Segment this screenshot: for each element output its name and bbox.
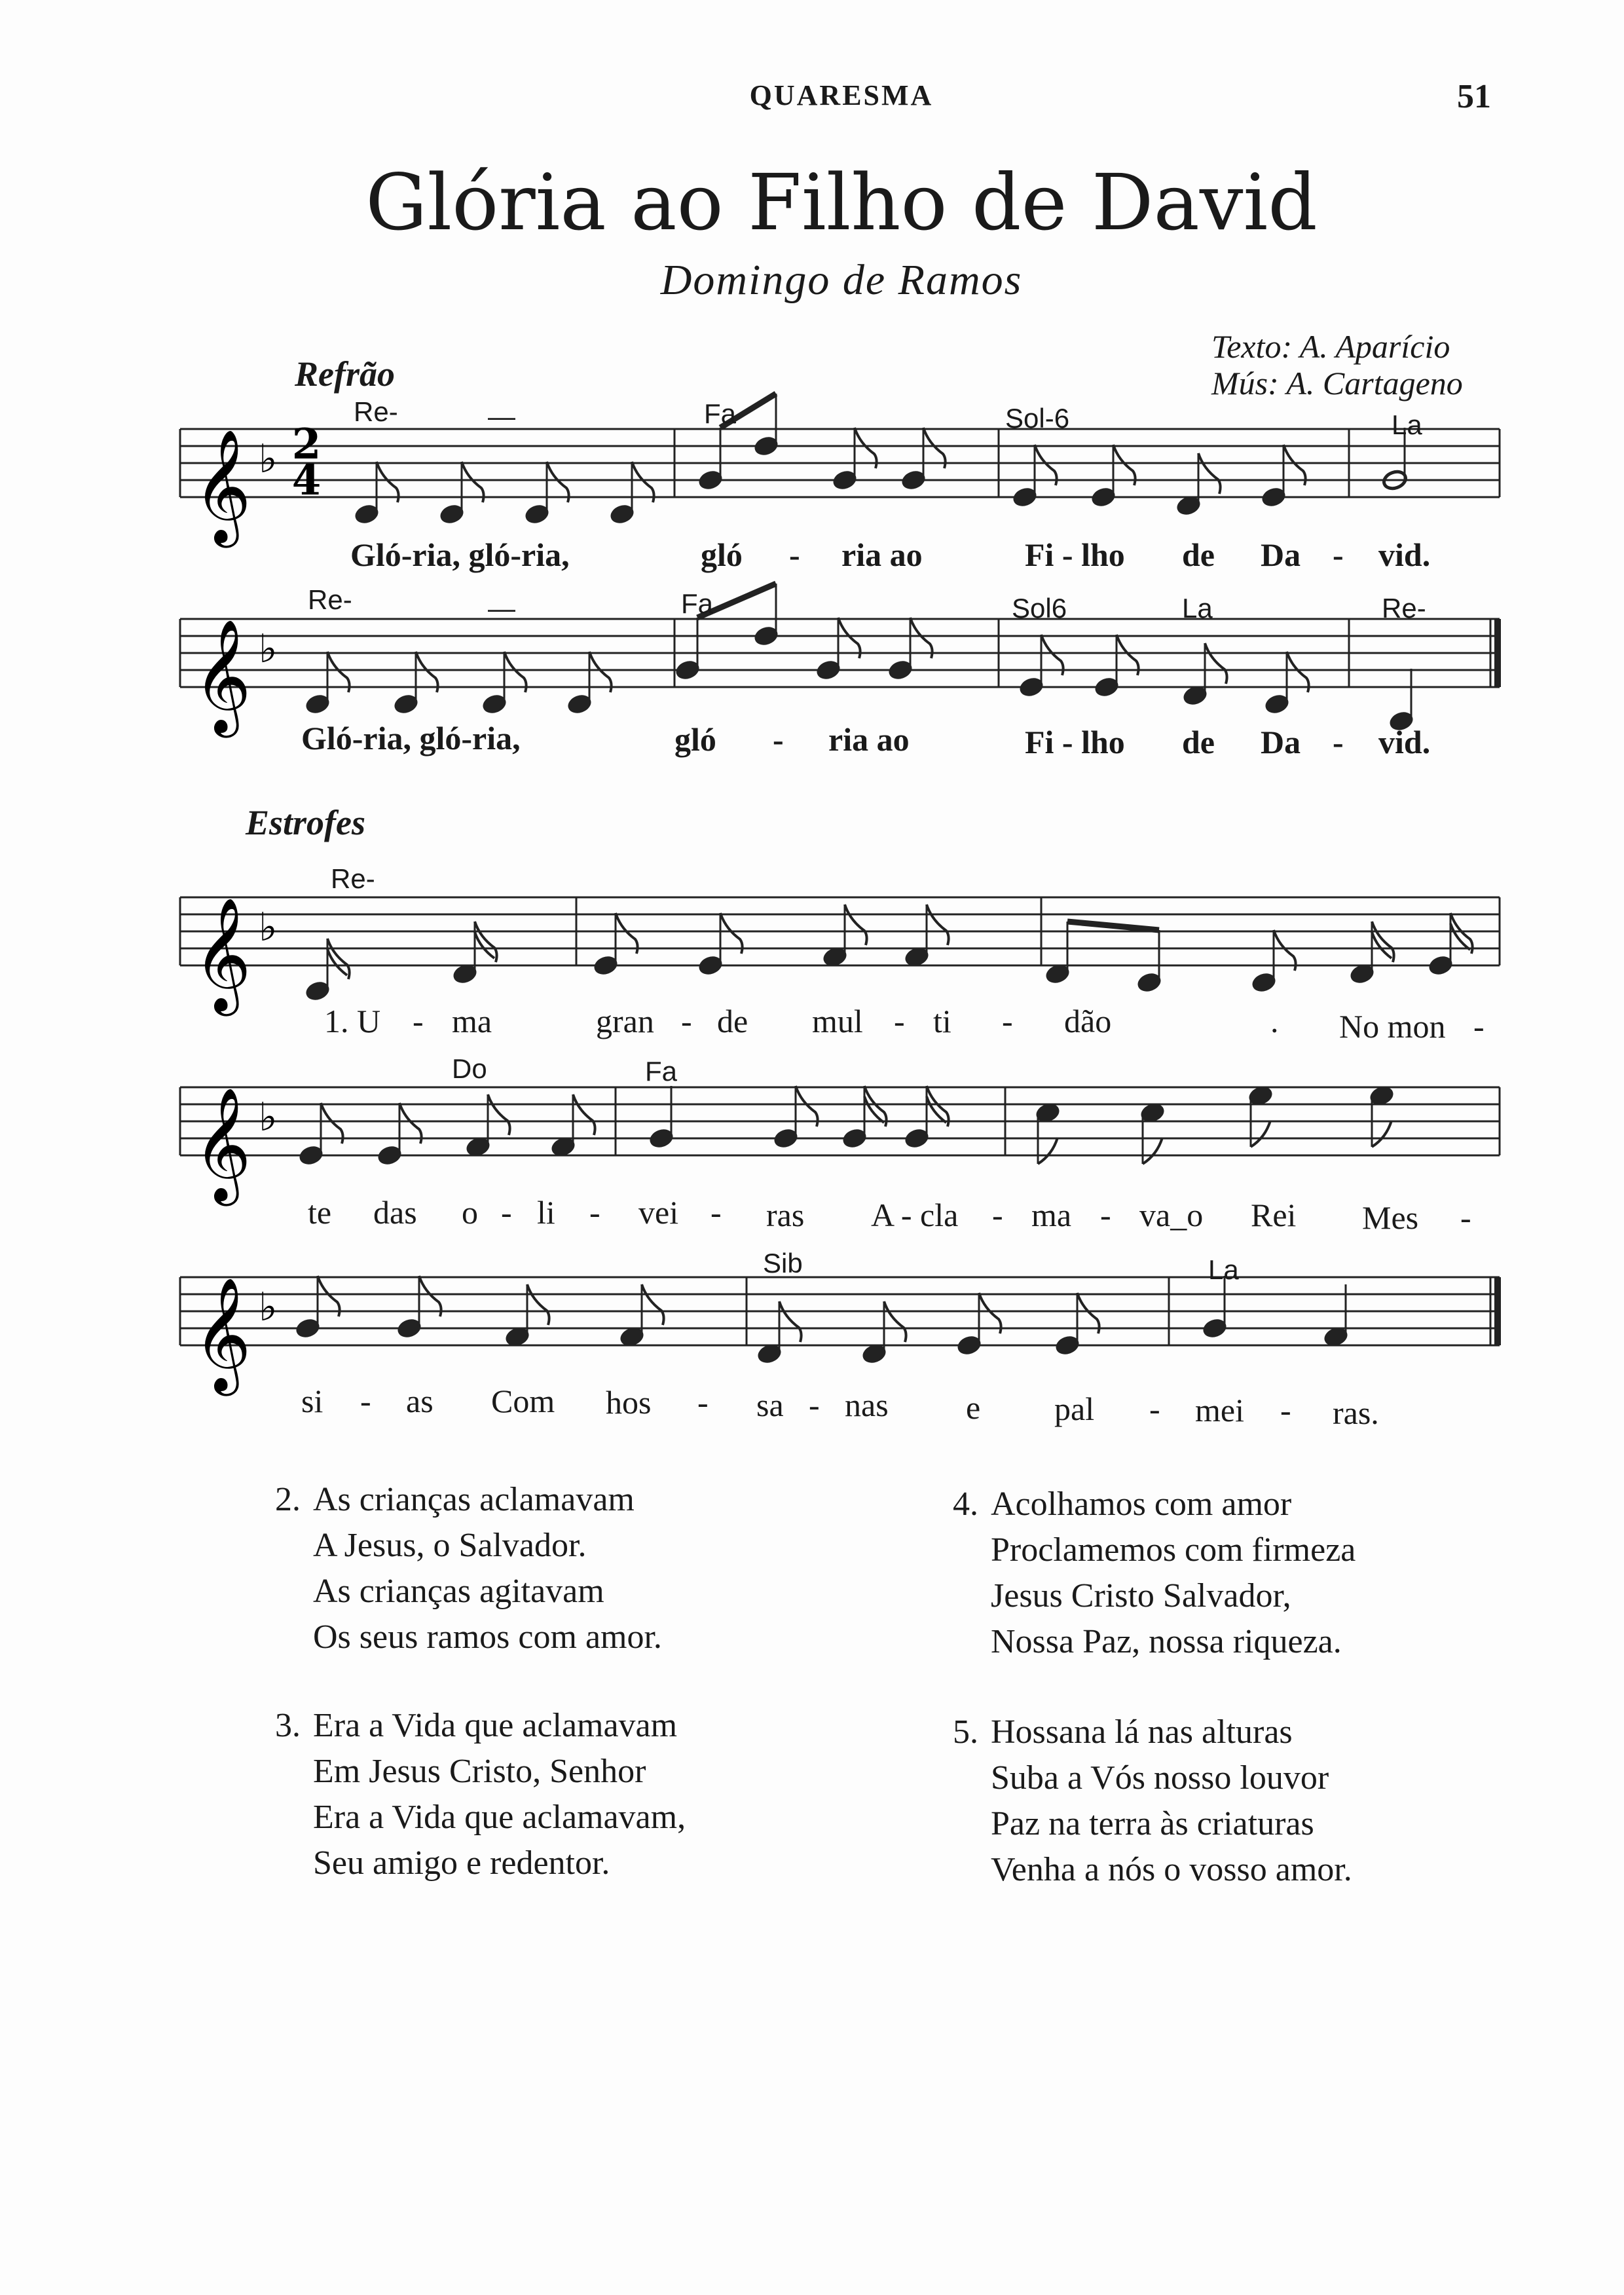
chord: La [1392,409,1422,440]
lyric: - [1473,1008,1485,1045]
lyric: ma [452,1003,492,1039]
stanza-line: Suba a Vós nosso louvor [991,1759,1329,1797]
chord: Sol6 [1012,593,1067,624]
stanza-number: 4. [953,1485,978,1523]
note-flag [488,1094,510,1135]
running-header: QUARESMA [749,79,934,111]
lyric: mei [1195,1392,1244,1428]
flat-icon: ♭ [259,436,278,482]
treble-clef-icon: 𝄞 [193,429,251,543]
stanza-line: Em Jesus Cristo, Senhor [313,1753,646,1790]
lyric: - [1149,1390,1160,1427]
lyric: - [1333,536,1344,573]
lyric: - [697,1384,709,1421]
stanza-line: Nossa Paz, nossa riqueza. [991,1623,1342,1660]
lyric: - [681,1003,692,1039]
stanza-line: Proclamemos com firmeza [991,1531,1356,1569]
note-flag [1143,1138,1162,1164]
text-credit: Texto: A. Aparício [1211,328,1450,365]
lyric: 1. U [324,1003,381,1039]
lyric: - [1280,1392,1291,1428]
flat-icon: ♭ [259,1284,278,1330]
lyric: ria ao [828,721,910,758]
lyric: ti [933,1003,951,1039]
lyric: - [773,721,784,758]
final-bar [1494,619,1501,687]
lyric: mul [812,1003,863,1039]
staves [180,429,1501,1396]
lyric: gló [701,536,743,573]
lyric: de [717,1003,748,1039]
chord: La [1182,593,1213,624]
note-flag [1205,643,1227,684]
lyric: va_o [1139,1197,1204,1233]
chord: Fa [681,588,714,619]
lyric: ma [1031,1197,1072,1233]
chord: Sol-6 [1005,403,1070,434]
note-flag [642,1284,664,1325]
time-signature-top: 2 [291,420,322,469]
lyric: vid. [1378,724,1431,760]
chord: Re- [354,396,398,427]
note-flag [845,905,867,945]
note-flag [1372,1121,1392,1147]
music-credit: Mús: A. Cartageno [1211,365,1463,401]
stanza-line: Jesus Cristo Salvador, [991,1577,1291,1614]
stanza-line: Paz na terra às criaturas [991,1805,1314,1842]
stanza-number: 2. [275,1481,301,1518]
lyric: . [1270,1003,1279,1039]
lyric: dão [1064,1003,1112,1039]
lyric: Rei [1251,1197,1297,1233]
lyric: - [710,1194,722,1231]
stanza-number: 5. [953,1713,978,1751]
lyric: - [501,1194,512,1231]
lyric: Da [1261,536,1301,573]
lyric: - [894,1003,905,1039]
lyric: sa [756,1387,784,1423]
lyric: - [589,1194,600,1231]
lyric: vid. [1378,536,1431,573]
flat-icon: ♭ [259,1094,278,1140]
treble-clef-icon: 𝄞 [193,1087,251,1201]
lyric: gran [596,1003,654,1039]
stanza-number: 3. [275,1707,301,1744]
stanza-2 [275,1477,662,1660]
stanza-line: Seu amigo e redentor. [313,1844,610,1882]
lyric: das [373,1194,417,1231]
lyric: - [789,536,800,573]
lyric: - [1460,1199,1471,1236]
lyric: si [301,1383,323,1419]
stanza-line: Acolhamos com amor [991,1485,1292,1523]
lyric: ras [766,1197,805,1233]
lyric: Mes [1362,1199,1419,1236]
chord: Re- [331,863,375,894]
lyric: e [966,1389,981,1426]
note-flag [884,1301,906,1342]
lyric: - [992,1197,1003,1233]
lyric: - [413,1003,424,1039]
lyric: o [462,1194,478,1231]
treble-clef-icon: 𝄞 [193,619,251,733]
lyric: - [1333,724,1344,760]
chord: Sib [763,1248,803,1278]
chord: Re- [308,584,352,615]
lyric: - [360,1383,371,1419]
stanza-line: Era a Vida que aclamavam, [313,1799,686,1836]
stanza-line: Venha a nós o vosso amor. [991,1851,1352,1888]
chord: Do [452,1053,487,1084]
flat-icon: ♭ [259,905,278,950]
chord: — [488,593,515,624]
lyric: Gló-ria, gló-ria, [350,536,570,573]
chord: Fa [645,1056,678,1087]
stanza-line: As crianças agitavam [313,1573,604,1610]
flat-icon: ♭ [259,626,278,672]
chord: Fa [704,398,737,429]
note-flag [1198,453,1221,494]
lyric: vei [638,1194,679,1231]
stanza-line: Era a Vida que aclamavam [313,1707,678,1744]
stanza-line: As crianças aclamavam [313,1481,635,1518]
page-number: 51 [1457,78,1491,115]
lyric: A - cla [871,1197,959,1233]
note-flag [927,905,949,945]
note-flag [1038,1138,1058,1164]
stanza-line: Os seus ramos com amor. [313,1618,662,1656]
lyric: - [1002,1003,1013,1039]
lyric: Gló-ria, gló-ria, [301,720,521,756]
lyric: te [308,1194,332,1231]
chord: La [1208,1254,1239,1285]
song-subtitle: Domingo de Ramos [660,256,1023,304]
lyric: hos [606,1384,652,1421]
stanza-4 [953,1482,1356,1665]
chord: — [488,401,515,432]
verses-label: Estrofes [246,803,366,842]
note-flag [527,1284,549,1325]
lyric: - [1100,1197,1111,1233]
lyric: Da [1261,724,1301,760]
treble-clef-icon: 𝄞 [193,1277,251,1391]
chord: Re- [1382,593,1426,624]
lyric: Fi - lho [1025,724,1125,760]
lyric: No mon [1339,1008,1446,1045]
lyric: - [809,1387,820,1423]
final-bar [1494,1277,1501,1345]
lyric: de [1182,724,1215,760]
lyric: li [537,1194,555,1231]
stanza-line: Hossana lá nas alturas [991,1713,1293,1751]
lyric: ria ao [841,536,923,573]
note-flag [1251,1121,1270,1147]
lyric: gló [674,721,716,758]
lyric: pal [1054,1390,1095,1427]
note-flag [573,1094,595,1135]
note-flag [779,1301,802,1342]
lyric: nas [845,1387,889,1423]
time-signature-bottom: 4 [291,456,322,505]
song-title: Glória ao Filho de David [365,157,1318,248]
lyric: as [406,1383,434,1419]
lyric: Com [491,1383,555,1419]
stanza-line: A Jesus, o Salvador. [313,1527,587,1564]
stanza-5 [953,1709,1352,1893]
lyric: Fi - lho [1025,536,1125,573]
note-beam [1067,922,1159,930]
refrain-label: Refrão [295,354,395,394]
lyric: ras. [1333,1394,1379,1431]
stanza-3 [275,1703,686,1886]
lyric: de [1182,536,1215,573]
treble-clef-icon: 𝄞 [193,897,251,1011]
